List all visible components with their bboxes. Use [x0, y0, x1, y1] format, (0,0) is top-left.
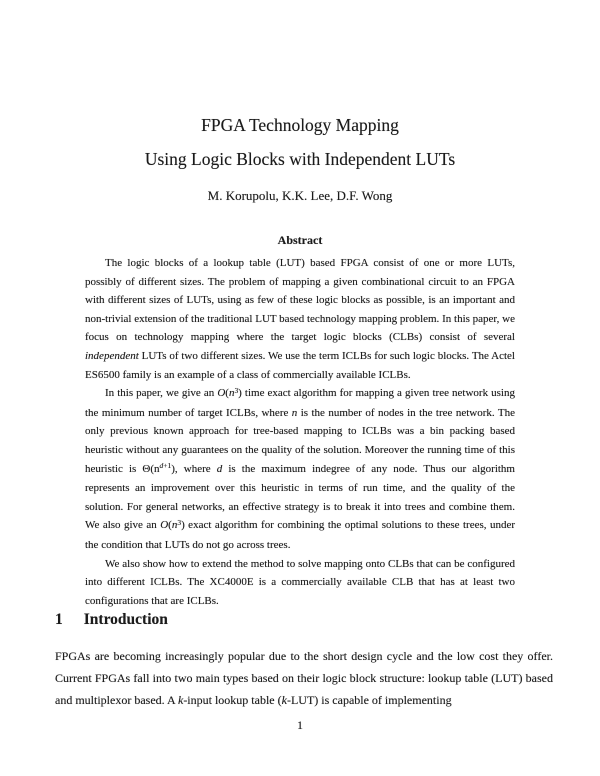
text-segment: +1 [163, 461, 172, 471]
abstract-paragraph-3 [85, 555, 515, 611]
text-segment: In this paper, we give an [105, 387, 218, 400]
text-segment: -LUT) is capable of implementing [286, 692, 452, 707]
text-segment: n [171, 519, 178, 532]
text-segment: is the number of nodes in the tree network. The only previous known approach for tree-based mapping to ICLBs was a bin packing based heuristic without any guarantees on the quality of the solution. Moreover the running time of this heuristic is Θ(n [85, 406, 515, 475]
section-body [55, 646, 553, 711]
paper-authors: M. Korupolu, K.K. Lee, D.F. Wong [207, 188, 393, 203]
abstract-body [85, 254, 515, 610]
text-segment: FPGAs are becoming increasingly popular due to the short design cycle and the low cost they offer. Current FPGAs fall into two main types based on their logic block structure: lookup table (LUT) based and multiplexor based. A [55, 649, 553, 707]
text-segment: k [177, 692, 184, 707]
text-segment: ( [168, 519, 172, 532]
abstract-paragraph-2 [85, 384, 515, 554]
text-segment: The logic blocks of a lookup table (LUT) based FPGA consist of one or more LUTs, possibly of different sizes. The problem of mapping a given combinational circuit to an FPGA with different sizes of LUTs, using as few of these logic blocks as possible, is an important and non-trivial extension of the traditional LUT based technology mapping problem. In this paper, we focus on technology mapping where the target logic blocks (CLBs) consist of several [85, 257, 515, 344]
text-segment: -input lookup table ( [183, 692, 282, 707]
paper-title [0, 117, 600, 184]
text-segment: ) exact algorithm for combining the optimal solutions to these trees, under the condition that LUTs do not go across trees. [85, 519, 515, 551]
abstract-paragraph-1 [85, 254, 515, 384]
section-title: Introduction [83, 611, 168, 628]
text-segment: n [228, 387, 235, 400]
text-segment: k [281, 692, 287, 707]
page-number: 1 [297, 718, 303, 732]
text-segment: independent [85, 349, 139, 362]
text-segment: 3 [177, 517, 182, 527]
text-segment: ) time exact algorithm for mapping a given tree network using the minimum number of target ICLBs, where [85, 387, 515, 419]
text-segment: n [291, 406, 298, 419]
text-segment: ), where [171, 462, 217, 475]
text-segment: ( [225, 387, 229, 400]
text-segment: We also show how to extend the method to solve mapping onto CLBs that can be configured into different ICLBs. The XC4000E is a commercially available CLB that has at least two configurations that are ICLBs. [85, 557, 515, 607]
section-number: 1 [55, 611, 63, 628]
text-segment: O [160, 519, 169, 532]
abstract-heading: Abstract [277, 233, 323, 247]
text-segment: d [216, 462, 223, 475]
text-segment: d [159, 461, 164, 471]
text-segment: LUTs of two different sizes. We use the term ICLBs for such logic blocks. The Actel ES6500 family is an example of a class of commercially available ICLBs. [85, 349, 515, 381]
paper-title-line-1: FPGA Technology Mapping [201, 115, 399, 135]
section-heading [55, 611, 553, 629]
text-segment: O [217, 387, 226, 400]
paper-title-line-2: Using Logic Blocks with Independent LUTs [144, 148, 456, 169]
text-segment: 3 [234, 385, 239, 395]
text-segment: is the maximum indegree of any node. Thus our algorithm represents an improvement over this heuristic in terms of run time, and the quality of the solution. For general networks, an effective strategy is to break it into trees and combine them. We also give an [85, 462, 515, 532]
body-paragraph-1 [55, 646, 553, 711]
